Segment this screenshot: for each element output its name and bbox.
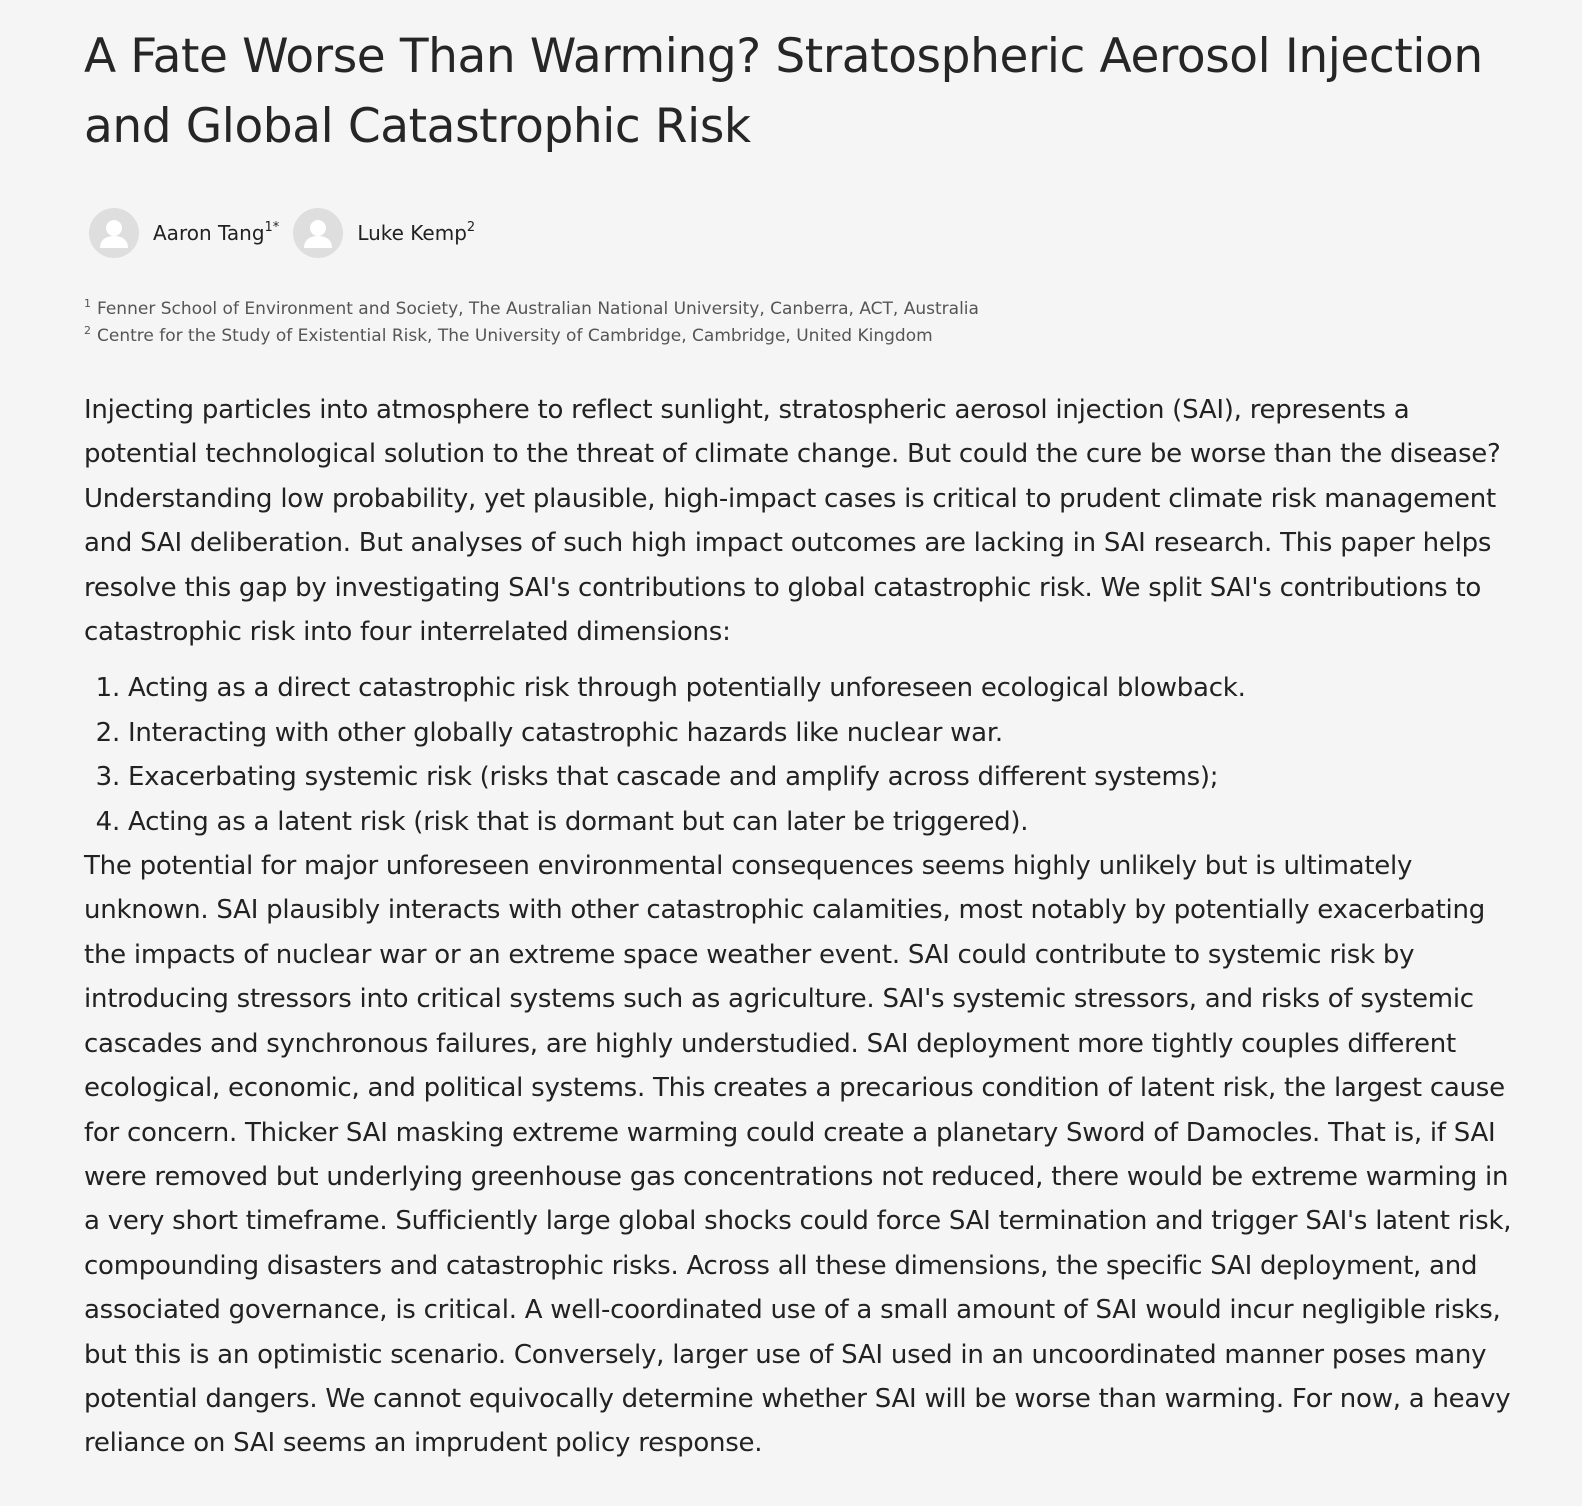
- author-1[interactable]: [293, 208, 475, 258]
- user-avatar-icon: [293, 208, 343, 258]
- list-item: 2. Interacting with other globally catastrophic hazards like nuclear war.: [128, 711, 1514, 755]
- list-item: 1. Acting as a direct catastrophic risk through potentially unforeseen ecological blowback.: [128, 666, 1514, 710]
- user-avatar-icon: [89, 208, 139, 258]
- list-item: 3. Exacerbating systemic risk (risks that cascade and amplify across different systems);: [128, 755, 1514, 799]
- author-list: [89, 208, 489, 258]
- author-name: Aaron Tang$^{1*}$: [153, 220, 280, 245]
- abstract: [84, 388, 1514, 1466]
- author-affiliation-marker: 2: [466, 220, 476, 235]
- affiliation-item: $^2$ Centre for the Study of Existential Risk, The University of Cambridge, Cambridge, United Kingdom: [84, 324, 933, 346]
- author-name: Luke Kemp$^2$: [357, 220, 476, 245]
- affiliation-item: $^1$ Fenner School of Environment and Society, The Australian National University, Canberra, ACT, Australia: [84, 297, 979, 319]
- author-0[interactable]: [89, 208, 279, 258]
- risk-dimensions-list: [84, 666, 1514, 844]
- author-affiliation-marker: 1*: [264, 220, 280, 235]
- affiliation-list: [84, 296, 979, 350]
- abstract-conclusion: The potential for major unforeseen environmental consequences seems highly unlikely but is ultimately unknown. SAI plausibly interacts with other catastrophic calamities, most notably by potentially exacerbating the impacts of nuclear war or an extreme space weather event. SAI could contribute to systemic risk by introducing stressors into critical systems such as agriculture. SAI's systemic stressors, and risks of systemic cascades and synchronous failures, are highly understudied. SAI deployment more tightly couples different ecological, economic, and political systems. This creates a precarious condition of latent risk, the largest cause for concern. Thicker SAI masking extreme warming could create a planetary Sword of Damocles. That is, if SAI were removed but underlying greenhouse gas concentrations not reduced, there would be extreme warming in a very short timeframe. Sufficiently large global shocks could force SAI termination and trigger SAI's latent risk, compounding disasters and catastrophic risks. Across all these dimensions, the specific SAI deployment, and associated governance, is critical. A well-coordinated use of a small amount of SAI would incur negligible risks, but this is an optimistic scenario. Conversely, larger use of SAI used in an uncoordinated manner poses many potential dangers. We cannot equivocally determine whether SAI will be worse than warming. For now, a heavy reliance on SAI seems an imprudent policy response.: [84, 851, 1512, 1459]
- abstract-intro: Injecting particles into atmosphere to reflect sunlight, stratospheric aerosol injection (SAI), represents a potential technological solution to the threat of climate change. But could the cure be worse than the disease? Understanding low probability, yet plausible, high-impact cases is critical to prudent climate risk management and SAI deliberation. But analyses of such high impact outcomes are lacking in SAI research. This paper helps resolve this gap by investigating SAI's contributions to global catastrophic risk. We split SAI's contributions to catastrophic risk into four interrelated dimensions:: [84, 395, 1501, 648]
- paper-title: A Fate Worse Than Warming? Stratospheric Aerosol Injection and Global Catastrophic Risk: [84, 29, 1483, 154]
- list-item: 4. Acting as a latent risk (risk that is dormant but can later be triggered).: [128, 800, 1514, 844]
